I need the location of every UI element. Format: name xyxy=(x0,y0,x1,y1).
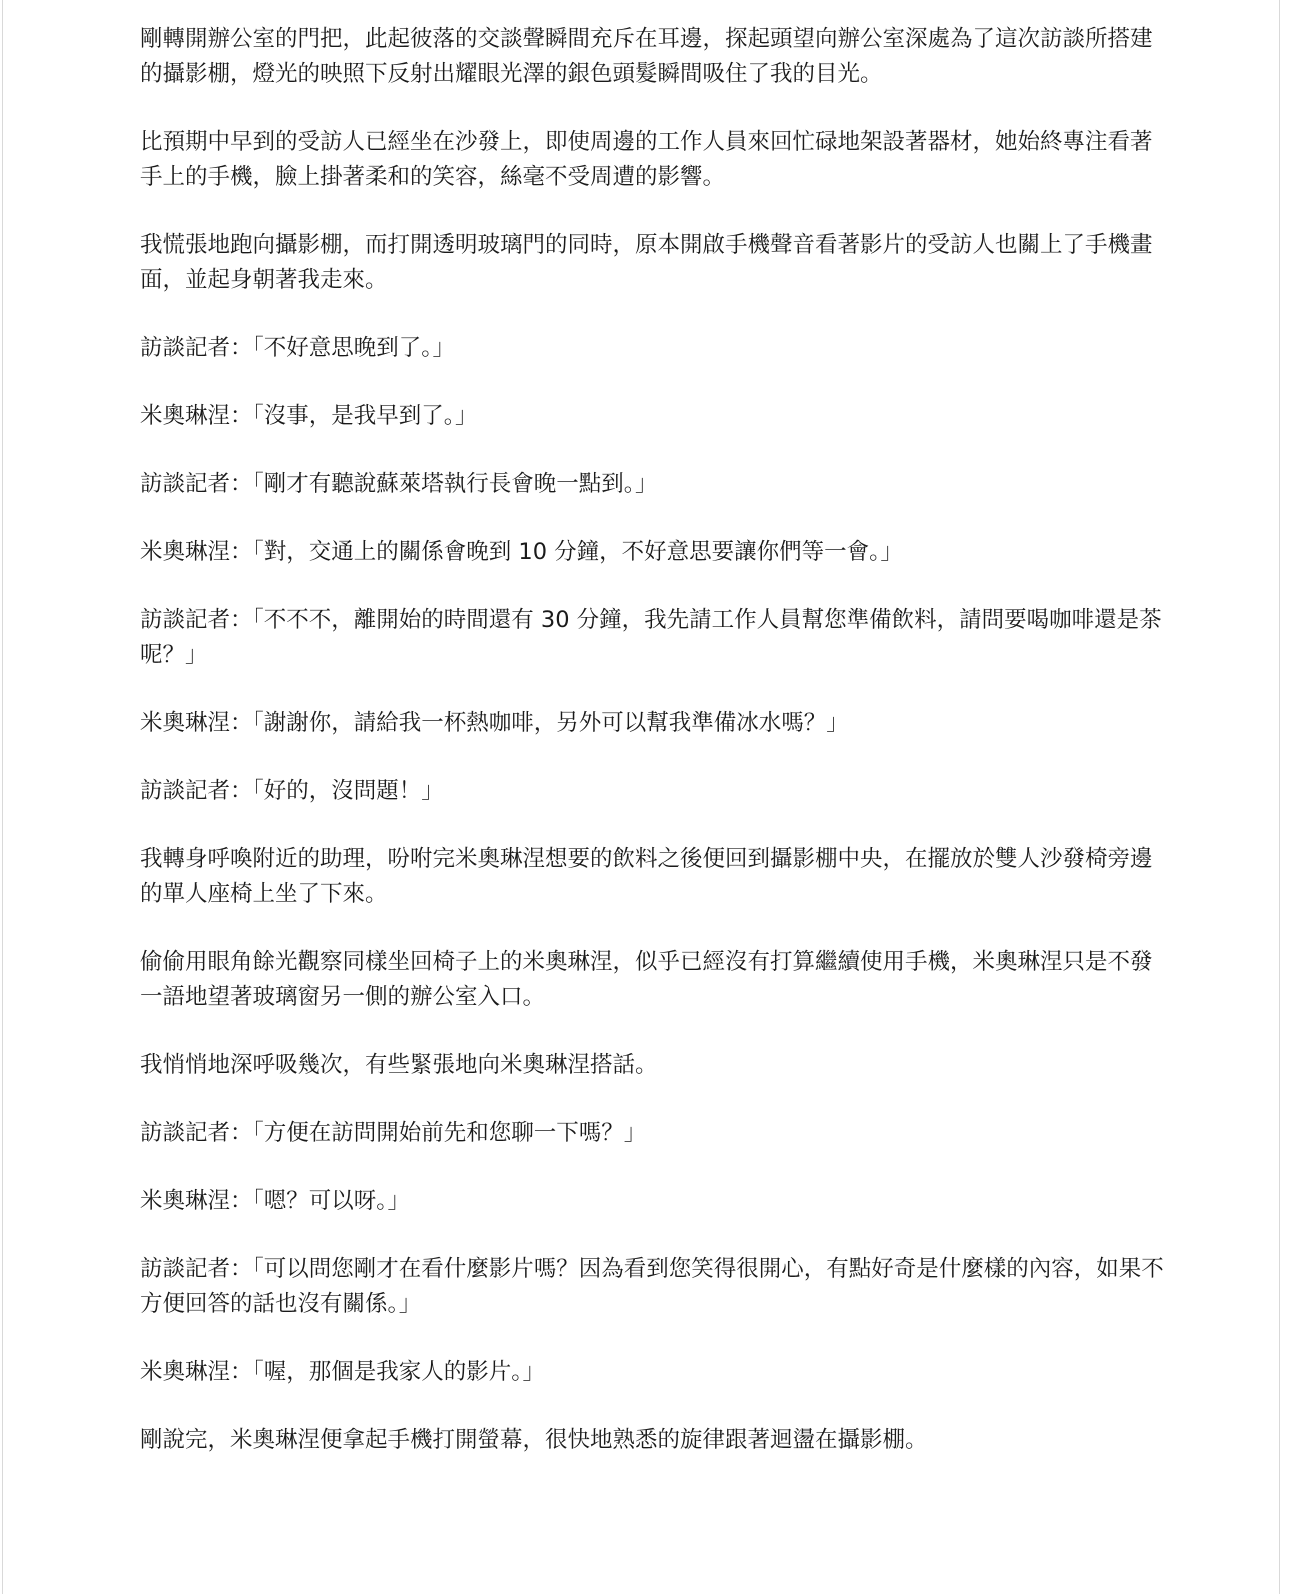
dialogue-line-5: 訪談記者：「不不不，離開始的時間還有 30 分鐘，我先請工作人員幫您準備飲料，請問要喝咖啡還是茶呢？」 xyxy=(140,607,1162,668)
dialogue-line-1: 訪談記者：「不好意思晚到了。」 xyxy=(140,335,456,361)
dialogue-line-4: 米奧琳涅：「對，交通上的關係會晚到 10 分鐘，不好意思要讓你們等一會。」 xyxy=(140,539,903,565)
paragraph-7: 剛說完，米奧琳涅便拿起手機打開螢幕，很快地熟悉的旋律跟著迴盪在攝影棚。 xyxy=(140,1427,928,1453)
dialogue-line-7: 訪談記者：「好的，沒問題！」 xyxy=(140,778,444,804)
paragraph-1: 剛轉開辦公室的門把，此起彼落的交談聲瞬間充斥在耳邊，探起頭望向辦公室深處為了這次訪談所搭建的攝影棚，燈光的映照下反射出耀眼光澤的銀色頭髮瞬間吸住了我的目光。 xyxy=(140,26,1153,87)
dialogue-line-6: 米奧琳涅：「謝謝你，請給我一杯熱咖啡，另外可以幫我準備冰水嗎？」 xyxy=(140,710,849,736)
dialogue-line-2: 米奧琳涅：「沒事，是我早到了。」 xyxy=(140,403,478,429)
dialogue-line-10: 訪談記者：「可以問您剛才在看什麼影片嗎？因為看到您笑得很開心，有點好奇是什麼樣的內容，如果不方便回答的話也沒有關係。」 xyxy=(140,1256,1164,1317)
document-page xyxy=(2,0,1280,1594)
document-body xyxy=(140,22,1166,1491)
paragraph-3: 我慌張地跑向攝影棚，而打開透明玻璃門的同時，原本開啟手機聲音看著影片的受訪人也關上了手機畫面，並起身朝著我走來。 xyxy=(140,232,1153,293)
paragraph-4: 我轉身呼喚附近的助理，吩咐完米奧琳涅想要的飲料之後便回到攝影棚中央，在擺放於雙人沙發椅旁邊的單人座椅上坐了下來。 xyxy=(140,846,1153,907)
paragraph-6: 我悄悄地深呼吸幾次，有些緊張地向米奧琳涅搭話。 xyxy=(140,1052,658,1078)
paragraph-2: 比預期中早到的受訪人已經坐在沙發上，即使周邊的工作人員來回忙碌地架設著器材，她始終專注看著手上的手機，臉上掛著柔和的笑容，絲毫不受周遭的影響。 xyxy=(140,129,1153,190)
paragraph-5: 偷偷用眼角餘光觀察同樣坐回椅子上的米奧琳涅，似乎已經沒有打算繼續使用手機，米奧琳涅只是不發一語地望著玻璃窗另一側的辦公室入口。 xyxy=(140,949,1153,1010)
dialogue-line-3: 訪談記者：「剛才有聽說蘇萊塔執行長會晚一點到。」 xyxy=(140,471,658,497)
dialogue-line-11: 米奧琳涅：「喔，那個是我家人的影片。」 xyxy=(140,1359,546,1385)
dialogue-line-8: 訪談記者：「方便在訪問開始前先和您聊一下嗎？」 xyxy=(140,1120,647,1146)
dialogue-line-9: 米奧琳涅：「嗯？可以呀。」 xyxy=(140,1188,411,1214)
